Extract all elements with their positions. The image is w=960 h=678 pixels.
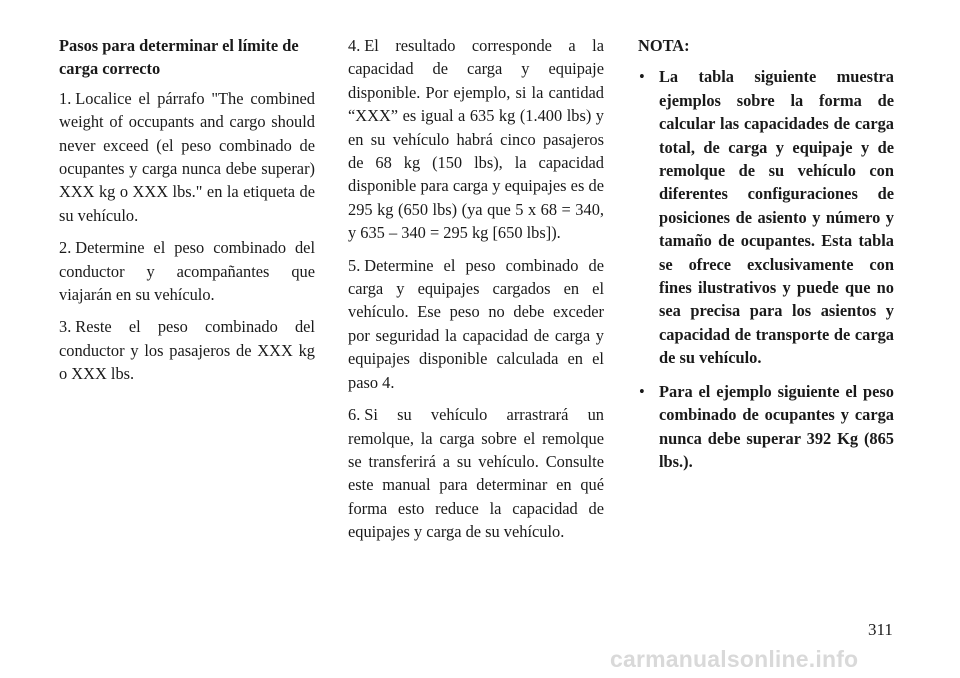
step-text: Localice el párrafo "The combined weight of occupants and cargo should never exceed (el peso combinado de ocupantes y carga nunca debe superar) XXX kg o XXX lbs." en la etiqueta de su vehículo. <box>59 88 315 225</box>
step-text: Determine el peso combinado de carga y equipajes cargados en el vehículo. Ese peso no debe exceder por seguridad la capacidad de carga y equipajes disponible calculada en el paso 4. <box>348 255 604 392</box>
bullet-icon: • <box>639 381 645 401</box>
bullet-text: Para el ejemplo siguiente el peso combinado de ocupantes y carga nunca debe superar 392 Kg (865 lbs.). <box>659 381 894 471</box>
bullet-icon: • <box>639 67 645 87</box>
step-text: Reste el peso combinado del conductor y los pasajeros de XXX kg o XXX lbs. <box>59 317 315 384</box>
note-title: NOTA: <box>638 36 690 55</box>
step-number: 1. <box>59 88 72 108</box>
note-bullet-1 <box>638 65 894 369</box>
column-right <box>638 34 894 483</box>
step-number: 6. <box>348 405 361 425</box>
bullet-text: La tabla siguiente muestra ejemplos sobre la forma de calcular las capacidades de carga total, de carga y equipaje y de remolque de su vehículo con diferentes configuraciones de posiciones de asiento y número y tamaño de ocupantes. Esta tabla se ofrece exclusivamente con fines ilustrativos y puede que no sea precisa para los asientos y capacidad de transporte de carga de su vehículo. <box>659 67 894 368</box>
step-text: Si su vehículo arrastrará un remolque, la carga sobre el remolque se transferirá a su vehículo. Consulte este manual para determinar en qué forma esto reduce la capacidad de equipajes y carga de su vehículo. <box>348 405 604 542</box>
step-5-paragraph <box>348 254 604 394</box>
column-middle <box>348 34 604 553</box>
step-text: El resultado corresponde a la capacidad de carga y equipaje disponible. Por ejemplo, si la cantidad “XXX” es igual a 635 kg (1.400 lbs) y en su vehículo habrá cinco pasajeros de 68 kg (150 lbs), la capacidad disponible para carga y equipajes es de 295 kg (650 lbs) (ya que 5 x 68 = 340, y 635 – 340 = 295 kg [650 lbs]). <box>348 36 604 243</box>
note-bullet-2 <box>638 380 894 474</box>
step-6-paragraph <box>348 403 604 543</box>
step-3-paragraph <box>59 315 315 385</box>
step-number: 2. <box>59 238 72 258</box>
step-number: 4. <box>348 36 361 55</box>
page-number: 311 <box>868 620 893 639</box>
step-4-paragraph <box>348 34 604 245</box>
step-number: 3. <box>59 317 72 337</box>
column-left <box>59 34 315 395</box>
step-number: 5. <box>348 255 361 275</box>
section-heading: Pasos para determinar el límite de carga correcto <box>59 36 299 79</box>
step-text: Determine el peso combinado del conductor y acompañantes que viajarán en su vehículo. <box>59 238 315 305</box>
step-2-paragraph <box>59 236 315 306</box>
watermark: carmanualsonline.info <box>610 646 859 672</box>
step-1-paragraph <box>59 87 315 227</box>
